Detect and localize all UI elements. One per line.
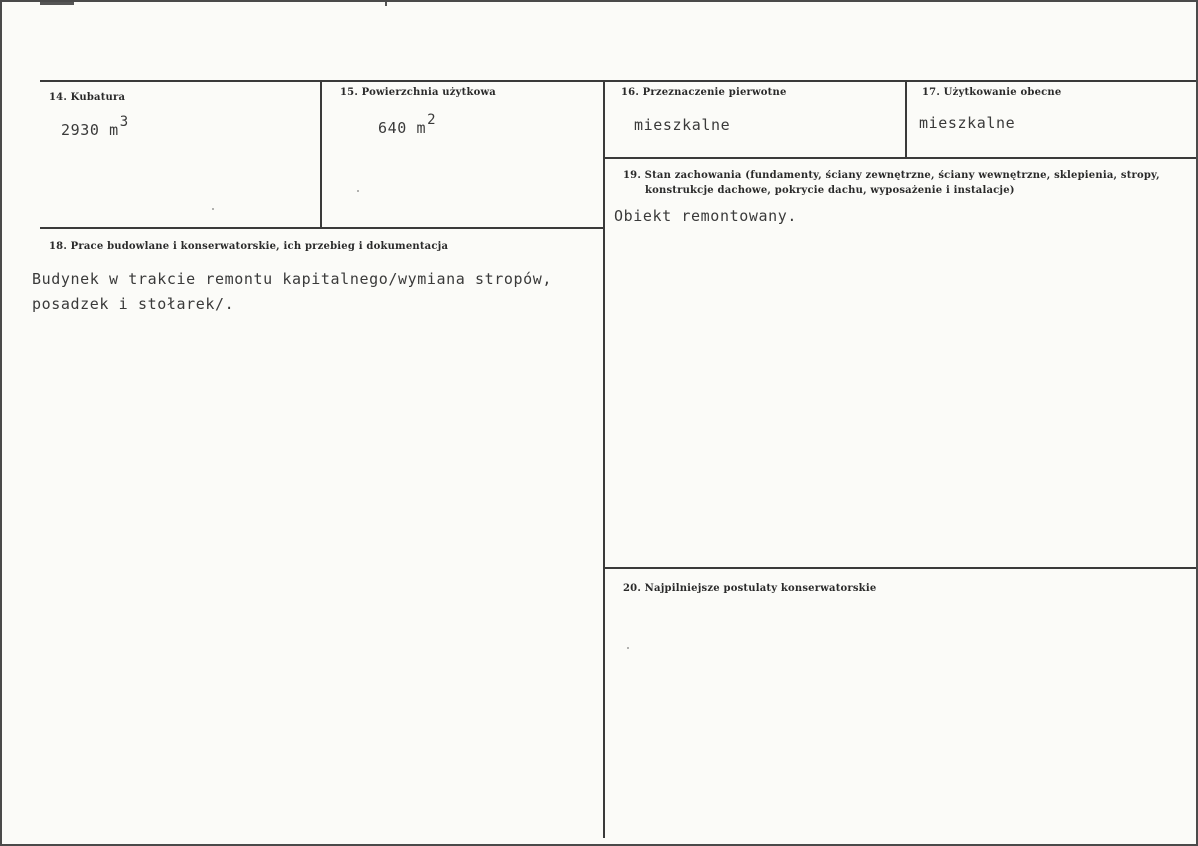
field-18-value: Budynek w trakcie remontu kapitalnego/wymiana stropów, posadzek i stołarek/. [32,270,553,313]
field-15-exponent: 2 [427,112,437,128]
rule-under-14-15 [40,227,605,229]
field-15-number: 640 m [378,119,427,137]
field-14-exponent: 3 [119,114,129,130]
field-14-number: 2930 m [61,121,119,139]
card-top-edge-mark [40,2,74,5]
field-19-value: Obiekt remontowany. [614,207,797,225]
field-16-label: 16. Przeznaczenie pierwotne [621,87,787,98]
field-14-label: 14. Kubatura [49,92,126,103]
field-15-label: 15. Powierzchnia użytkowa [340,87,496,98]
field-14-value [61,114,129,139]
field-17-value: mieszkalne [919,114,1016,132]
rule-top-horizontal [40,80,1198,82]
field-20-label: 20. Najpilniejsze postulaty konserwatorskie [623,583,877,594]
field-16-value: mieszkalne [634,116,731,134]
field-19-label-continued: konstrukcje dachowe, pokrycie dachu, wyposażenie i instalacje) [645,185,1015,196]
paper-speck [212,208,214,210]
field-17-label: 17. Użytkowanie obecne [922,87,1062,98]
rule-divider-left-right [603,80,605,838]
rule-divider-14-15 [320,80,322,228]
paper-speck [627,647,629,649]
field-15-value [378,112,437,137]
field-19-label: 19. Stan zachowania (fundamenty, ściany zewnętrzne, ściany wewnętrzne, sklepienia, stropy, [623,170,1160,181]
field-18-label: 18. Prace budowlane i konserwatorskie, ich przebieg i dokumentacja [49,241,449,252]
rule-divider-16-17 [905,80,907,158]
rule-under-19 [605,567,1198,569]
rule-under-16-17 [605,157,1198,159]
paper-speck [357,190,359,192]
card-top-tick-mark [385,2,387,6]
